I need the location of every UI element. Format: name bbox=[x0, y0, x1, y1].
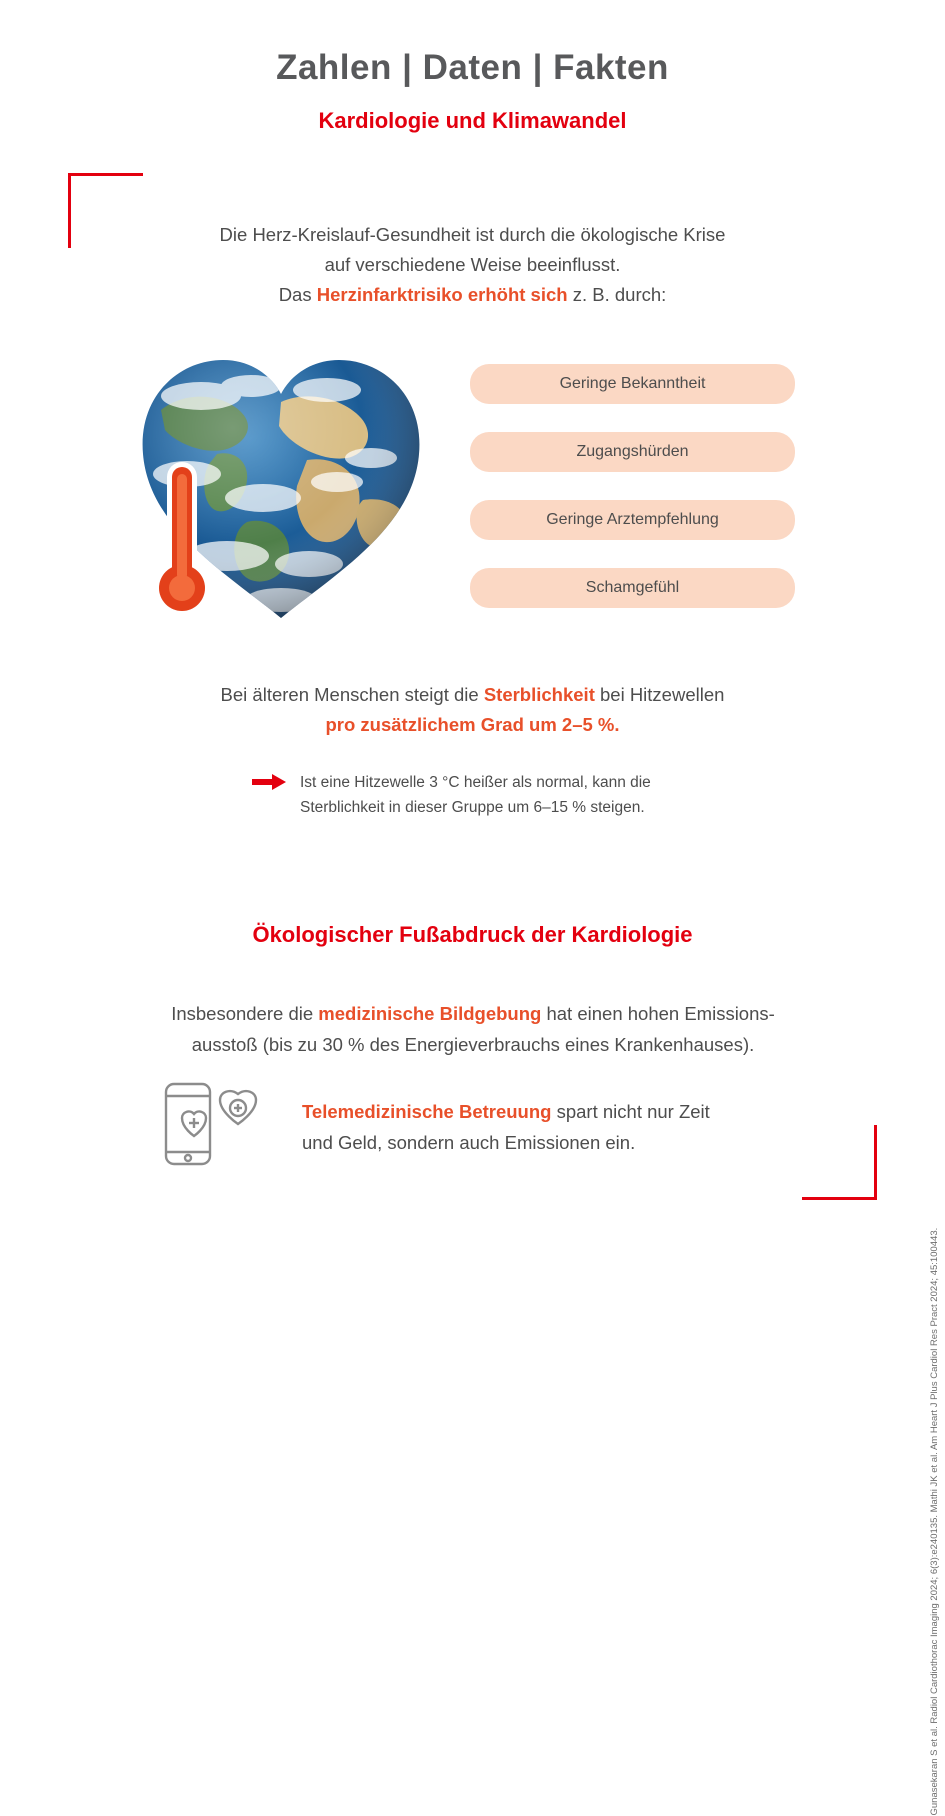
intro-line-2: auf verschiedene Weise beeinflusst. bbox=[324, 254, 621, 275]
corner-bracket-bottom-right bbox=[802, 1125, 877, 1200]
intro-line-3-suffix: z. B. durch: bbox=[567, 284, 667, 305]
red-arrow-right-icon bbox=[252, 774, 286, 795]
footprint-suffix: hat einen hohen Emissions- bbox=[541, 1003, 775, 1024]
risk-factor-pill: Geringe Bekanntheit bbox=[470, 364, 795, 404]
heatwave-note-text bbox=[300, 770, 651, 820]
intro-line-3-highlight: Herzinfarktrisiko erhöht sich bbox=[316, 284, 568, 305]
heatwave-note-line-1: Ist eine Hitzewelle 3 °C heißer als normal, kann die bbox=[300, 774, 651, 791]
risk-factor-pill: Geringe Arztempfehlung bbox=[470, 500, 795, 540]
page-title: Zahlen | Daten | Fakten bbox=[276, 48, 669, 87]
mortality-prefix: Bei älteren Menschen steigt die bbox=[220, 684, 484, 705]
risk-factor-pill-list bbox=[470, 364, 795, 608]
telemedicine-row bbox=[160, 1078, 800, 1175]
risk-factor-pill: Schamgefühl bbox=[470, 568, 795, 608]
mortality-line-2: pro zusätzlichem Grad um 2–5 %. bbox=[325, 714, 620, 735]
smartphone-stethoscope-heart-icon bbox=[160, 1078, 276, 1175]
heatwave-note bbox=[252, 770, 722, 820]
heart-globe-thermometer-icon bbox=[131, 350, 431, 628]
footprint-highlight: medizinische Bildgebung bbox=[318, 1003, 542, 1024]
source-citation: Gunasekaran S et al. Radiol Cardiothorac Imaging 2024; 6(3):e240135. Mathi JK et al. Am Heart J Plus Cardiol Res Pract 2024; 45:100443. bbox=[929, 1227, 940, 1816]
intro-line-1: Die Herz-Kreislauf-Gesundheit ist durch die ökologische Krise bbox=[219, 224, 726, 245]
telemedicine-highlight: Telemedizinische Betreuung bbox=[302, 1100, 552, 1122]
footprint-prefix: Insbesondere die bbox=[171, 1003, 319, 1024]
telemedicine-suffix: spart nicht nur Zeit bbox=[551, 1100, 710, 1122]
telemedicine-line-2: und Geld, sondern auch Emissionen ein. bbox=[302, 1131, 636, 1153]
intro-paragraph bbox=[150, 220, 795, 310]
heatwave-note-line-2: Sterblichkeit in dieser Gruppe um 6–15 % steigen. bbox=[300, 799, 645, 816]
telemedicine-text bbox=[302, 1096, 710, 1158]
intro-line-3-prefix: Das bbox=[278, 284, 317, 305]
mortality-statement bbox=[120, 680, 825, 740]
footprint-heading: Ökologischer Fußabdruck der Kardiologie bbox=[252, 922, 693, 947]
mortality-suffix: bei Hitzewellen bbox=[594, 684, 725, 705]
footprint-paragraph bbox=[128, 998, 818, 1060]
risk-factor-pill: Zugangshürden bbox=[470, 432, 795, 472]
page-subtitle: Kardiologie und Klimawandel bbox=[318, 108, 627, 133]
mortality-highlight: Sterblichkeit bbox=[483, 684, 595, 705]
corner-bracket-top-left bbox=[68, 173, 143, 248]
footprint-line-2: ausstoß (bis zu 30 % des Energieverbrauchs eines Krankenhauses). bbox=[191, 1034, 755, 1055]
